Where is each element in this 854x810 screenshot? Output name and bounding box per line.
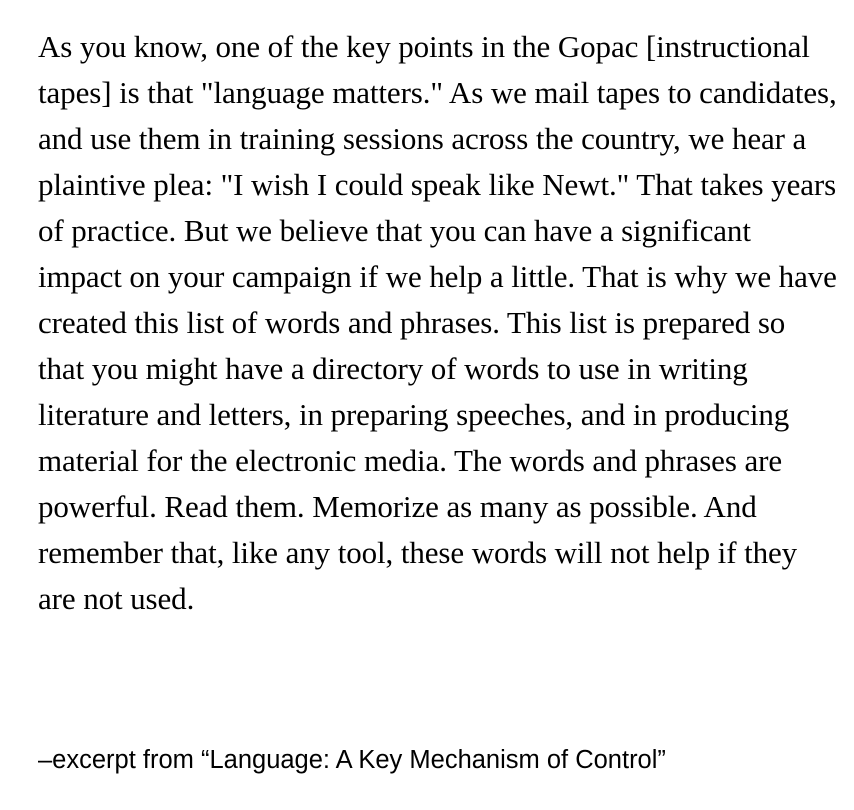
quote-paragraph: As you know, one of the key points in the Gopac [instructional tapes] is that "language matters." As we mail tapes to candidates, and use them in training sessions across the country, we hear a plaintive plea: "I wish I could speak like Newt." That takes years of practice. But we believe that you can have a significant impact on your campaign if we help a little. That is why we have created this list of words and phrases. This list is prepared so that you might have a directory of words to use in writing literature and letters, in preparing speeches, and in producing material for the electronic media. The words and phrases are powerful. Read them. Memorize as many as possible. And remember that, like any tool, these words will not help if they are not used. [38, 29, 837, 616]
document-page [38, 24, 838, 622]
attribution-line: –excerpt from “Language: A Key Mechanism of Control” [38, 746, 666, 774]
